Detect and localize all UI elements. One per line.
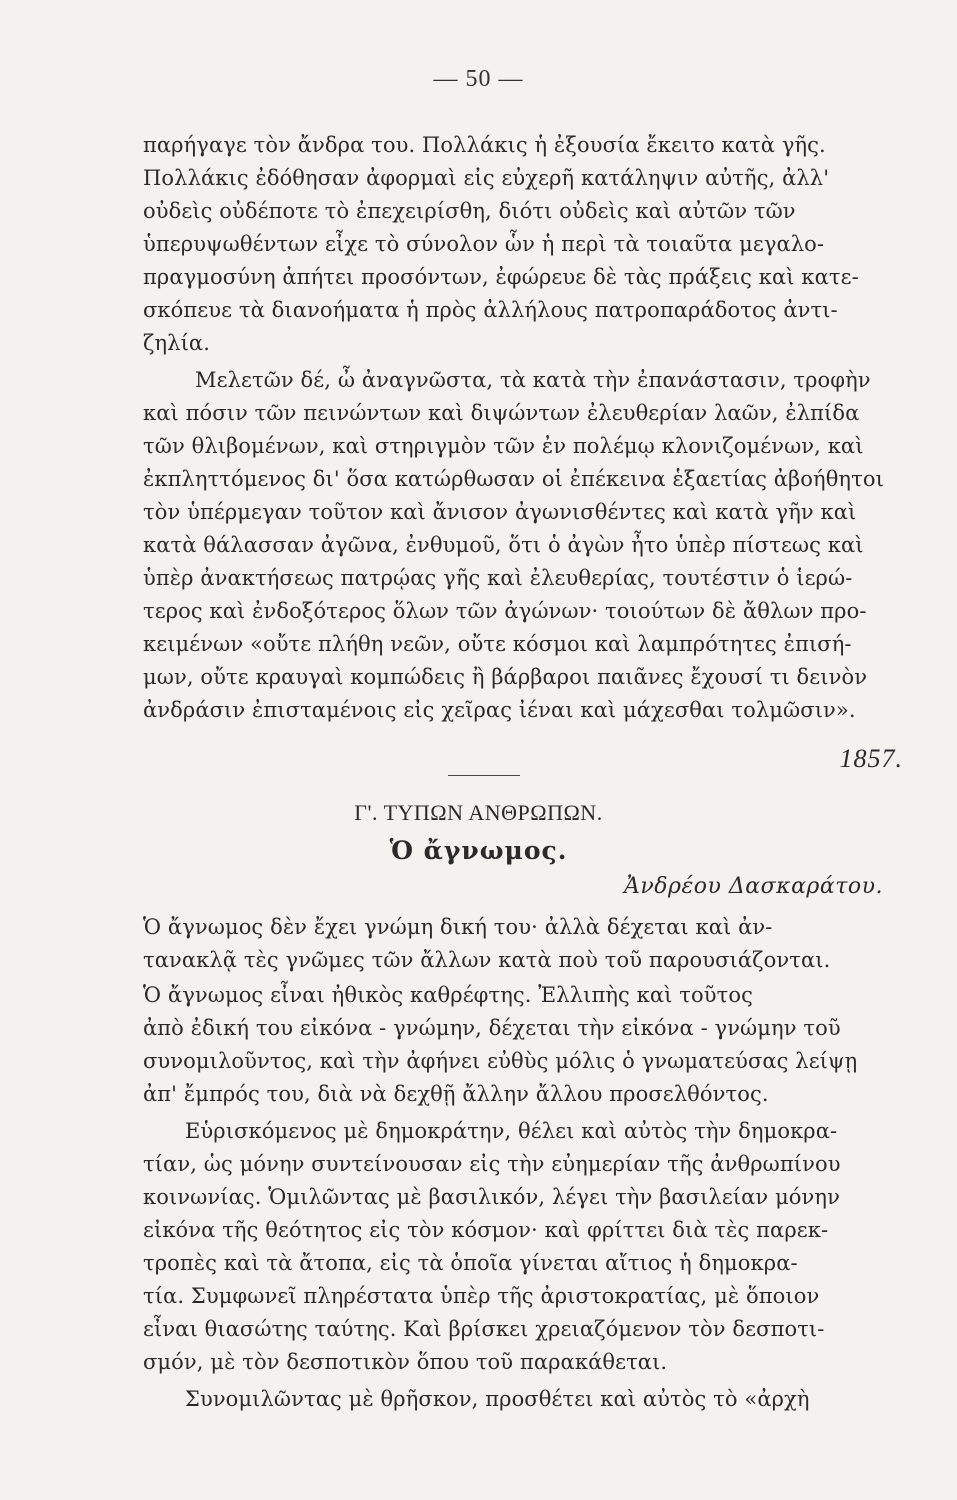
text-line: οὐδεὶς οὐδέποτε τὸ ἐπεχειρίσθη, διότι οὐδεὶς καὶ αὐτῶν τῶν — [143, 199, 796, 223]
year-signature: 1857. — [839, 744, 903, 773]
text-line: ὑπερυψωθέντων εἶχε τὸ σύνολον ὧν ἡ περὶ τὰ τοιαῦτα μεγαλο- — [143, 232, 825, 256]
text-line: ἀπὸ ἐδική του εἰκόνα - γνώμην, δέχεται τὴν εἰκόνα - γνώμην τοῦ — [143, 1016, 841, 1040]
text-line: Πολλάκις ἐδόθησαν ἀφορμαὶ εἰς εὐχερῆ κατάληψιν αὐτῆς, ἀλλ' — [143, 166, 830, 190]
text-line: τροπὲς καὶ τὰ ἄτοπα, εἰς τὰ ὁποῖα γίνεται αἴτιος ἡ δημοκρα- — [143, 1251, 798, 1275]
page-number: — 50 — — [433, 66, 524, 92]
text-line: Εὑρισκόμενος μὲ δημοκράτην, θέλει καὶ αὐτὸς τὴν δημοκρα- — [185, 1119, 838, 1143]
text-line: τία. Συμφωνεῖ πληρέστατα ὑπὲρ τῆς ἀριστοκρατίας, μὲ ὅποιον — [143, 1284, 820, 1308]
text-line: Ὁ ἄγνωμος δὲν ἔχει γνώμη δική του· ἀλλὰ δέχεται καὶ ἀν- — [143, 915, 773, 939]
text-line: τὸν ὑπέρμεγαν τοῦτον καὶ ἄνισον ἀγωνισθέντες καὶ κατὰ γῆν καὶ — [143, 500, 857, 524]
text-line: καὶ πόσιν τῶν πεινώντων καὶ διψώντων ἐλευθερίαν λαῶν, ἐλπίδα — [143, 401, 860, 425]
text-line: πραγμοσύνη ἀπήτει προσόντων, ἐφώρευε δὲ τὰς πράξεις καὶ κατε- — [143, 265, 859, 289]
text-line: ἀνδράσιν ἐπισταμένοις εἰς χεῖρας ἰέναι καὶ μάχεσθαι τολμῶσιν». — [143, 698, 856, 722]
text-line: τῶν θλιβομένων, καὶ στηριγμὸν τῶν ἐν πολέμῳ κλονιζομένων, καὶ — [143, 434, 864, 458]
text-line: συνομιλοῦντος, καὶ τὴν ἀφήνει εὐθὺς μόλις ὁ γνωματεύσας λείψῃ — [143, 1049, 858, 1073]
text-line: εἰκόνα τῆς θεότητος εἰς τὸν κόσμον· καὶ φρίττει διὰ τὲς παρεκ- — [143, 1218, 829, 1242]
text-line: κειμένων «οὔτε πλήθη νεῶν, οὔτε κόσμοι καὶ λαμπρότητες ἐπισή- — [143, 632, 852, 656]
text-line: κοινωνίας. Ὁμιλῶντας μὲ βασιλικόν, λέγει τὴν βασιλείαν μόνην — [143, 1185, 840, 1209]
text-line: σκόπευε τὰ διανοήματα ἡ πρὸς ἀλλήλους πατροπαράδοτος ἀντι- — [143, 298, 838, 322]
text-line: παρήγαγε τὸν ἄνδρα του. Πολλάκις ἡ ἐξουσία ἔκειτο κατὰ γῆς. — [143, 133, 826, 157]
section-title: Γ'. ΤΥΠΩΝ ΑΝΘΡΩΠΩΝ. — [354, 800, 603, 825]
text-line: κατὰ θάλασσαν ἀγῶνα, ἐνθυμοῦ, ὅτι ὁ ἀγὼν ἦτο ὑπὲρ πίστεως καὶ — [143, 533, 864, 557]
text-line: ἀπ' ἔμπρός του, διὰ νὰ δεχθῇ ἄλλην ἄλλου προσελθόντος. — [143, 1082, 769, 1106]
text-line: τανακλᾷ τὲς γνῶμες τῶν ἄλλων κατὰ ποὺ τοῦ παρουσιάζονται. — [143, 948, 831, 972]
text-line: Συνομιλῶντας μὲ θρῆσκον, προσθέτει καὶ αὐτὸς τὸ «ἀρχὴ — [185, 1387, 810, 1411]
divider-rule — [448, 775, 520, 776]
author-name: Ἀνδρέου Δασκαράτου. — [624, 874, 883, 899]
text-line: τίαν, ὡς μόνην συντείνουσαν εἰς τὴν εὐημερίαν τῆς ἀνθρωπίνου — [143, 1152, 841, 1176]
text-line: ὑπὲρ ἀνακτήσεως πατρῴας γῆς καὶ ἐλευθερίας, τουτέστιν ὁ ἱερώ- — [143, 566, 853, 590]
text-column — [143, 0, 903, 1500]
text-line: Ὁ ἄγνωμος εἶναι ἠθικὸς καθρέφτης. Ἐλλιπὴς καὶ τοῦτος — [143, 983, 753, 1007]
text-line: Μελετῶν δέ, ὦ ἀναγνῶστα, τὰ κατὰ τὴν ἐπανάστασιν, τροφὴν — [195, 368, 871, 392]
text-line: μων, οὔτε κραυγαὶ κομπώδεις ἢ βάρβαροι παιᾶνες ἔχουσί τι δεινὸν — [143, 665, 868, 689]
essay-title: Ὁ ἄγνωμος. — [389, 836, 568, 865]
text-line: ζηλία. — [143, 331, 210, 355]
text-line: σμόν, μὲ τὸν δεσποτικὸν ὅπου τοῦ παρακάθεται. — [143, 1350, 668, 1374]
text-line: εἶναι θιασώτης ταύτης. Καὶ βρίσκει χρειαζόμενον τὸν δεσποτι- — [143, 1317, 825, 1341]
text-line: τερος καὶ ἐνδοξότερος ὅλων τῶν ἀγώνων· τοιούτων δὲ ἄθλων προ- — [143, 599, 867, 623]
text-line: ἐκπληττόμενος δι' ὅσα κατώρθωσαν οἱ ἐπέκεινα ἑξαετίας ἀβοήθητοι — [143, 467, 884, 491]
